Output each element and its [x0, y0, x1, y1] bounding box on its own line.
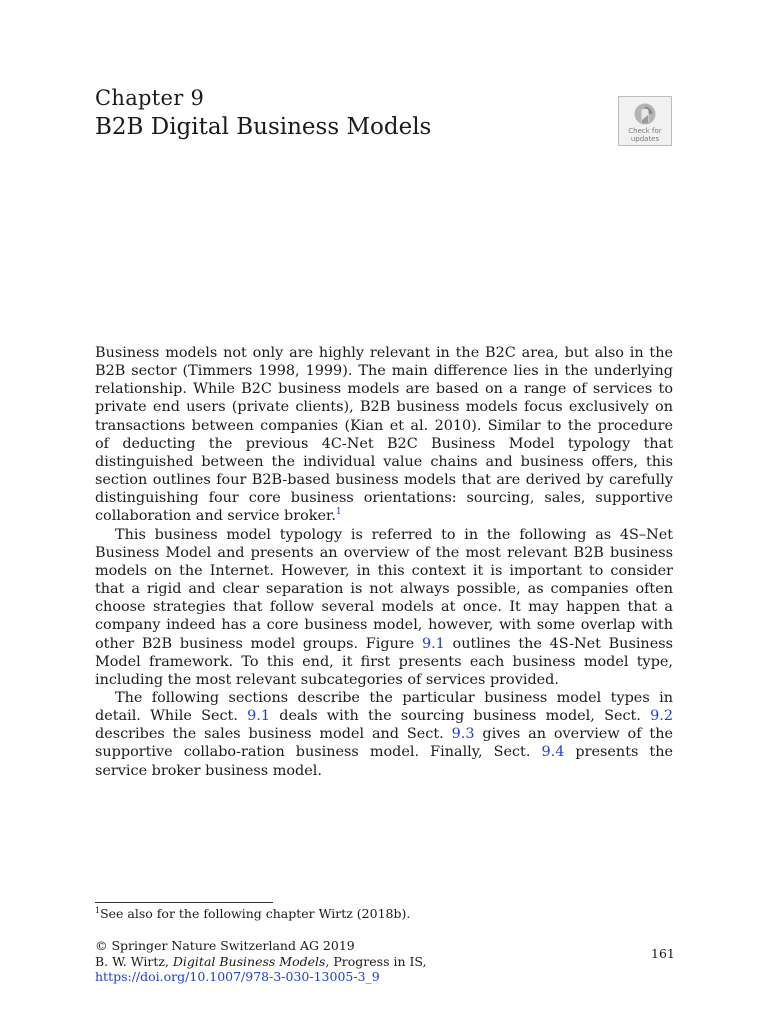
footnote: [95, 906, 410, 921]
page-number: 161: [651, 946, 675, 961]
badge-line1: Check for: [628, 127, 662, 135]
paragraph-1: [95, 344, 673, 526]
chapter-body: [95, 344, 673, 780]
paragraph-3-text-b: deals with the sourcing business model, Sect.: [270, 708, 651, 725]
copyright-block: [95, 938, 427, 985]
footnote-ref-1[interactable]: 1: [335, 507, 342, 518]
paragraph-3-text-d: gives an overview of the supportive collabo-ration business model. Finally, Sect.: [95, 726, 673, 761]
badge-label: [628, 127, 661, 143]
citation-line: [95, 954, 427, 970]
paragraph-1-text: Business models not only are highly relevant in the B2C area, but also in the B2B sector (Timmers 1998, 1999). The main difference lies in the underlying relationship. While B2C business models are based on a range of services to private end users (private clients), B2B business models focus exclusively on transactions between companies (Kian et al. 2010). Similar to the procedure of deducting the previous 4C-Net B2C Business Model typology that distinguished between the individual value chains and business offers, this section outlines four B2B-based business models that are derived by carefully distinguishing four core business orientations: sourcing, sales, supportive collaboration and service broker.: [95, 345, 673, 525]
badge-line2: updates: [630, 135, 660, 143]
footnote-number: 1: [95, 906, 101, 915]
paragraph-2-text-b: outlines the 4S-Net Business Model framework. To this end, it first presents each business model type, including the most relevant subcategories of services provided.: [95, 635, 673, 688]
chapter-label: Chapter 9: [95, 86, 205, 110]
footnote-divider: [95, 902, 273, 903]
citation-title: Digital Business Models: [172, 953, 326, 969]
section-link-9-1[interactable]: 9.1: [247, 708, 271, 725]
section-link-9-2[interactable]: 9.2: [650, 708, 674, 725]
section-link-9-3[interactable]: 9.3: [451, 726, 475, 743]
chapter-title: B2B Digital Business Models: [95, 114, 432, 140]
paragraph-2: [95, 526, 673, 689]
doi-link[interactable]: https://doi.org/10.1007/978-3-030-13005-3_9: [95, 969, 380, 984]
citation-suffix: , Progress in IS,: [325, 953, 427, 969]
figure-link-9-1[interactable]: 9.1: [421, 635, 445, 652]
check-for-updates-icon: [633, 102, 657, 126]
check-for-updates-badge[interactable]: [618, 96, 672, 146]
citation-prefix: B. W. Wirtz,: [95, 953, 173, 969]
paragraph-2-text-a: This business model typology is referred to in the following as 4S–Net Business Model and presents an overview of the most relevant B2B business models on the Internet. However, in this context it is important to consider that a rigid and clear separation is not always possible, as companies often choose strategies that follow several models at once. It may happen that a company indeed has a core business model, however, with some overlap with other B2B business model groups. Figure: [95, 526, 673, 652]
section-link-9-4[interactable]: 9.4: [541, 744, 565, 761]
paragraph-3-text-e: presents the service broker business model.: [95, 744, 673, 779]
paragraph-3-text-c: describes the sales business model and Sect.: [95, 726, 452, 743]
footnote-text: See also for the following chapter Wirtz (2018b).: [100, 906, 411, 922]
copyright-line: © Springer Nature Switzerland AG 2019: [95, 938, 355, 953]
paragraph-3: [95, 689, 673, 780]
paragraph-3-text-a: The following sections describe the particular business model types in detail. While Sect.: [95, 689, 673, 725]
